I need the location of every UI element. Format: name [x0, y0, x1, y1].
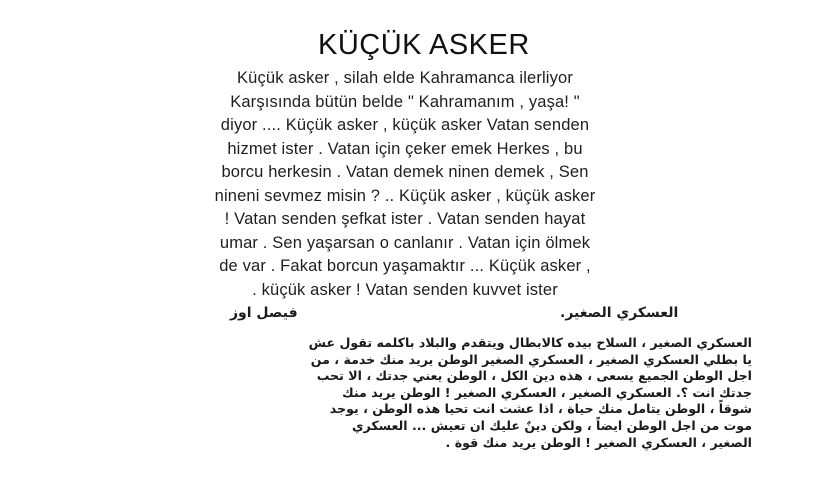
arabic-line: جدتك انت ؟. العسكري الصغير ، العسكري الصغير ! الوطن يريد منك: [342, 384, 752, 400]
arabic-line: يا بطلي العسكري الصغير ، العسكري الصغير الوطن يريد منك خدمة ، من: [310, 351, 752, 367]
turkish-line: ! Vatan senden şefkat ister . Vatan senden hayat: [224, 210, 586, 228]
arabic-line: شوقاً ، الوطن يتامل منك حياة ، اذا عشت انت تحيا هذه الوطن ، يوجد: [329, 401, 752, 417]
arabic-author-name: فيصل اوز: [230, 305, 298, 321]
turkish-line: diyor .... Küçük asker , küçük asker Vatan senden: [220, 116, 590, 134]
turkish-line: . küçük asker ! Vatan senden kuvvet ister: [252, 280, 558, 299]
turkish-line: Küçük asker , silah elde Kahramanca ilerliyor: [237, 69, 573, 87]
arabic-translation-text: [92, 335, 752, 451]
turkish-line: Karşısında bütün belde " Kahramanım , yaşa! ": [230, 92, 580, 111]
turkish-line: borcu herkesin . Vatan demek ninen demek , Sen: [221, 163, 589, 181]
turkish-line: nineni sevmez misin ? .. Küçük asker , küçük asker: [214, 186, 596, 205]
arabic-line: موت من اجل الوطن ايضاً ، ولكن دينٌ عليك ان تعيش ... العسكري: [351, 417, 752, 433]
turkish-poem-text: [140, 67, 670, 302]
arabic-poem-title: العسكري الصغير.: [560, 305, 679, 321]
turkish-line: de var . Fakat borcun yaşamaktır ... Küçük asker ,: [219, 257, 591, 275]
arabic-line: اجل الوطن الجميع يسعى ، هذه دين الكل ، الوطن يعني جدتك ، الا تحب: [316, 368, 752, 384]
arabic-line: العسكري الصغير ، السلاح بيده كالابطال ويتقدم والبلاد باكلمه تقول عش: [308, 335, 752, 350]
arabic-line: الصغير ، العسكري الصغير ! الوطن يريد منك قوة .: [445, 434, 752, 450]
turkish-line: umar . Sen yaşarsan o canlanır . Vatan için ölmek: [219, 233, 591, 252]
turkish-line: hizmet ister . Vatan için çeker emek Herkes , bu: [227, 139, 583, 158]
poem-title: KÜÇÜK ASKER: [318, 29, 530, 61]
